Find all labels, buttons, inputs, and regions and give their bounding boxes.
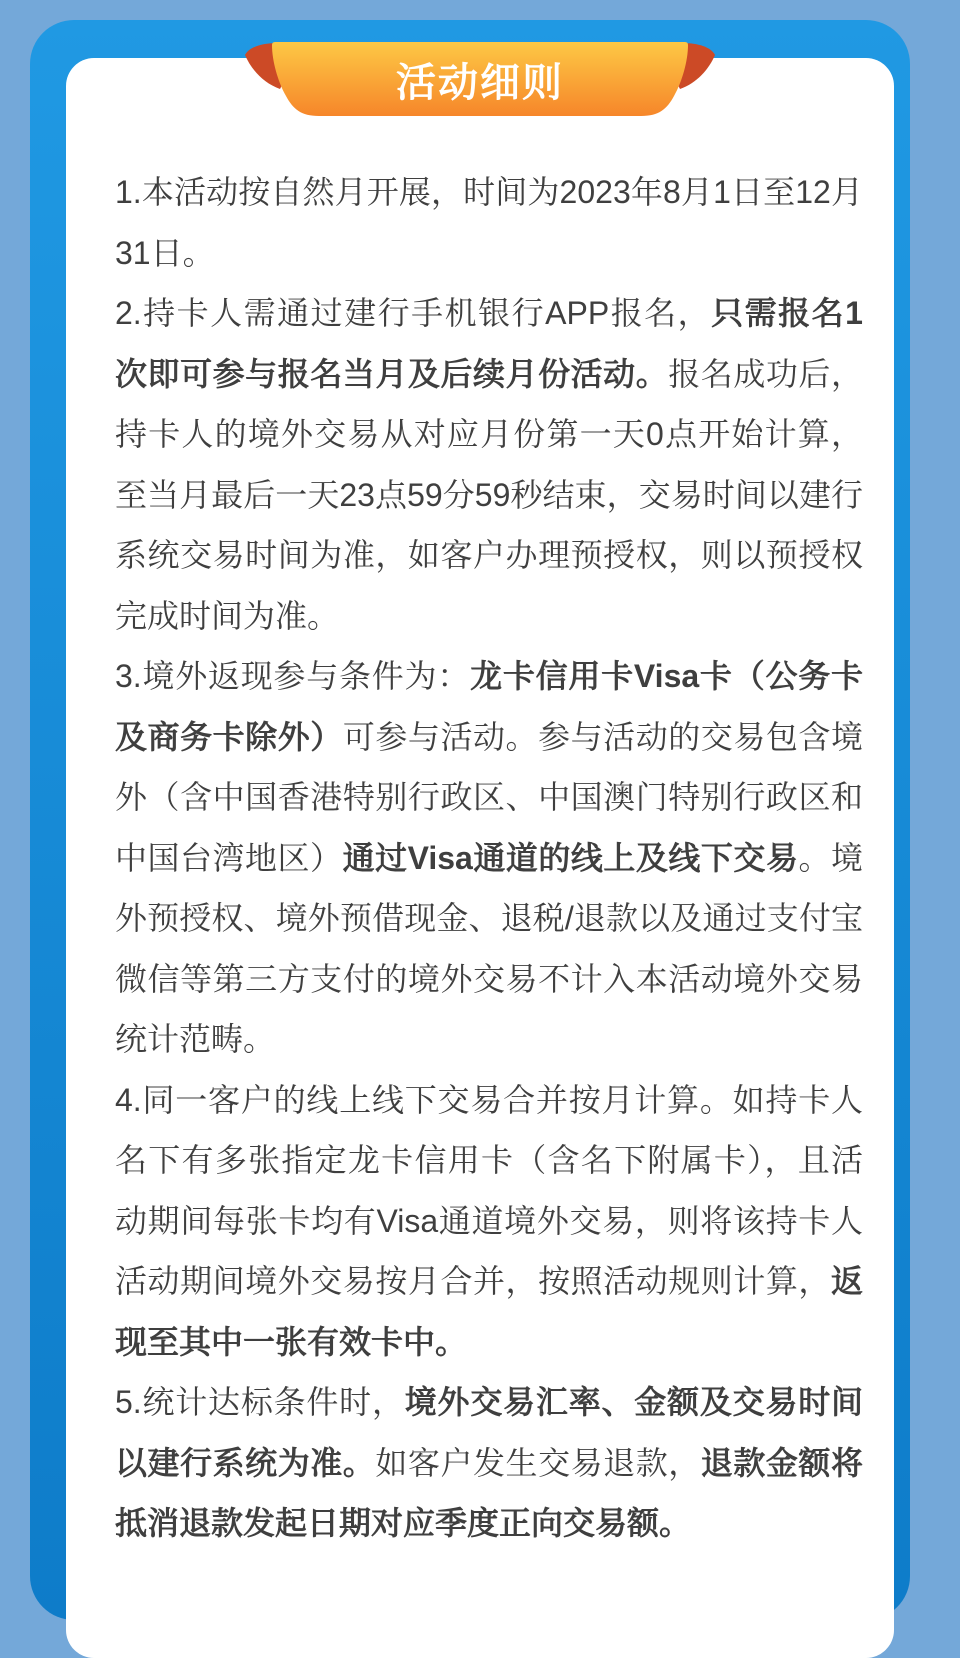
rule-paragraph (115, 646, 863, 1070)
rule-text-segment: 通过Visa通道的线上及线下交易 (342, 839, 799, 876)
rule-paragraph (115, 162, 863, 283)
rule-text-segment: 龙卡信用卡Visa卡（公务卡及商务卡除外） (115, 658, 863, 755)
rule-text-segment: 1.本活动按自然月开展，时间为2023年8月1日至12月31日。 (115, 174, 863, 271)
rule-text-segment: 。境外预授权、境外预借现金、退税/退款以及通过支付宝微信等第三方支付的境外交易不计入本活动境外交易统计范畴。 (115, 839, 863, 1057)
rule-text-segment: 报名成功后，持卡人的境外交易从对应月份第一天0点开始计算，至当月最后一天23点59分59秒结束，交易时间以建行系统交易时间为准，如客户办理预授权，则以预授权完成时间为准。 (115, 355, 863, 634)
rule-text-segment: 只需报名1次即可参与报名当月及后续月份活动。 (115, 295, 863, 392)
rule-text-segment: 返现至其中一张有效卡中。 (115, 1263, 863, 1360)
rule-text-segment: 如客户发生交易退款， (375, 1444, 701, 1481)
rule-text-segment: 5.统计达标条件时， (115, 1384, 405, 1420)
rule-paragraph (115, 1070, 863, 1373)
rule-text-segment: 2.持卡人需通过建行手机银行APP报名， (115, 295, 712, 331)
rule-text-segment: 境外交易汇率、金额及交易时间以建行系统为准。 (115, 1384, 863, 1481)
rules-list (115, 162, 863, 1554)
ribbon-banner (238, 38, 722, 122)
rule-text-segment: 3.境外返现参与条件为： (115, 658, 471, 694)
rule-text-segment: 可参与活动。参与活动的交易包含境外（含中国香港特别行政区、中国澳门特别行政区和中国台湾地区） (115, 718, 863, 876)
banner-title: 活动细则 (396, 60, 564, 105)
rule-text-segment: 退款金额将抵消退款发起日期对应季度正向交易额。 (115, 1444, 863, 1541)
rule-paragraph (115, 283, 863, 646)
content-card (66, 58, 894, 1658)
rule-paragraph (115, 1372, 863, 1554)
rule-text-segment: 4.同一客户的线上线下交易合并按月计算。如持卡人名下有多张指定龙卡信用卡（含名下附属卡），且活动期间每张卡均有Visa通道境外交易，则将该持卡人活动期间境外交易按月合并，按照活动规则计算， (115, 1081, 863, 1299)
